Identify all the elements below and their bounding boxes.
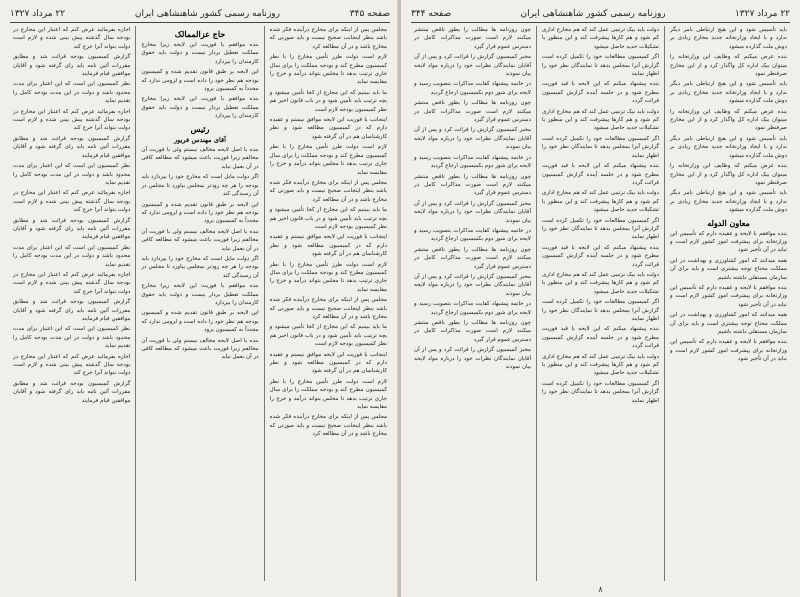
paragraph: بنده موافقم با لایحه و عقیده دارم که تأسیس این وزارتخانه برای پیشرفت امور کشور لازم است و نباید در آن تأخیر شود — [670, 230, 787, 254]
paragraph: گزارش کمیسیون بودجه قرائت شد و مطابق مقررات آئین نامه باید رای گرفته شود و آقایان موافقین قیام فرمایند — [13, 54, 131, 78]
paragraph: نظر کمیسیون این است که این اعتبار برای مدت محدود باشد و دولت در این مدت بودجه کامل را تقدیم نماید — [13, 244, 131, 268]
column-3 — [409, 26, 536, 581]
paragraph: گزارش کمیسیون بودجه قرائت شد و مطابق مقررات آئین نامه باید رای گرفته شود و آقایان موافقین قیام فرمایند — [13, 217, 131, 241]
paragraph: اینجانب با فوریت این لایحه موافق نیستم و عقیده دارم که در کمیسیون مطالعه شود و نظر کارشناسان هم در آن گرفته شود — [269, 351, 387, 375]
speaker-subheading: آقای مهندس فریور — [173, 135, 227, 144]
paragraph: در خاتمه پیشنهاد کفایت مذاکرات بتصویب رسید و لایحه برای شور دوم بکمیسیون ارجاع گردید — [414, 301, 531, 316]
paragraph: اجازه بفرمائید عرض کنم که اعتبار این مخارج در بودجه سال گذشته پیش بینی شده و لازم است دولت بتواند آنرا خرج کند — [13, 353, 131, 377]
column-2 — [135, 26, 263, 581]
column-1 — [664, 26, 792, 581]
column-2 — [536, 26, 664, 581]
paragraph: دولت باید بیک ترتیبی عمل کند که هم مخارج اداری کم شود و هم کارها پیشرفت کند و این منظور با تشکیلات جدید حاصل میشود — [542, 271, 659, 295]
paragraph: گزارش کمیسیون بودجه قرائت شد و مطابق مقررات آئین نامه باید رای گرفته شود و آقایان موافقین قیام فرمایند — [13, 299, 131, 322]
paragraph: اگر دولت مایل است که مخارج خود را بپردازد باید بودجه را هر چه زودتر بمجلس بیاورد تا مجلس در آن رسیدگی کند — [141, 174, 259, 198]
paragraph: بنده پیشنهاد میکنم که این لایحه با قید فوریت مطرح شود و در جلسه آینده گزارش کمیسیون قرائت گردد — [542, 326, 659, 350]
header-date: ۲۲ مرداد ۱۳۲۷ — [734, 9, 790, 19]
paragraph: لازم است دولت طرز تأمین مخارج را با نظر کمیسیون مطرح کند و بودجه مملکت را برای سال جاری ترتیب بدهد تا مجلس بتواند درآمد و خرج را مقایسه نماید — [269, 54, 387, 86]
paragraph: دولت باید بیک ترتیبی عمل کند که هم مخارج اداری کم شود و هم کارها پیشرفت کند و این منظور با تشکیلات جدید حاصل میشود — [542, 27, 659, 50]
paragraph: بنده با اصل لایحه مخالف نیستم ولی با فوریت آن مخالفم زیرا فوریت باعث میشود که مطالعه کافی در آن بعمل نیاید — [141, 147, 259, 170]
paragraph: همه میدانند که امور کشاورزی و بهداشت در این مملکت محتاج توجه بیشتری است و باید برای آن سازمان مستقلی داشته باشیم — [670, 312, 787, 335]
paragraph: نظر کمیسیون این است که این اعتبار برای مدت محدود باشد و دولت در این مدت بودجه کامل را تقدیم نماید — [13, 163, 131, 186]
paragraph: مخبر کمیسیون گزارش را قرائت کرد و پس از آن آقایان نمایندگان نظرات خود را درباره مواد لایحه بیان نمودند — [414, 127, 531, 151]
paragraph: گزارش کمیسیون بودجه قرائت شد و مطابق مقررات آئین نامه باید رای گرفته شود و آقایان موافقین قیام فرمایند — [13, 135, 131, 159]
speaker-heading: رئیس — [190, 123, 210, 134]
paragraph: مجلس پس از اینکه برای مخارج درآینده فکر شده باشد بنظر اینجانب صحیح نیست و باید صورتی که مخارج باشد و در آن مطالعه کرد — [269, 297, 387, 320]
column-1 — [264, 26, 392, 581]
paragraph: لازم است دولت طرز تأمین مخارج را با نظر کمیسیون مطرح کند و بودجه مملکت را برای سال جاری ترتیب بدهد تا مجلس بتواند درآمد و خرج را مقایسه نماید — [269, 378, 387, 411]
paragraph: مجلس پس از اینکه برای مخارج درآینده فکر شده باشد بنظر اینجانب صحیح نیست و باید صورتی که مخارج باشد و در آن مطالعه کرد — [269, 27, 387, 50]
paragraph: باید تأسیس شود و این هیچ ارتباطی بامر دیگر ندارد و با ایجاد وزارتخانه جدید مخارج زیادی بر دوش ملت گذارده میشود — [670, 190, 787, 214]
paragraph: مخبر کمیسیون گزارش را قرائت کرد و پس از آن آقایان نمایندگان نظرات خود را درباره مواد لایحه بیان نمودند — [414, 347, 531, 371]
paragraph: چون روزنامه ها مطالب را بطور ناقص منتشر میکنند لازم است صورت مذاکرات کامل در دسترس عموم قرار گیرد — [414, 27, 531, 50]
page-footer-number: ۸ — [598, 585, 603, 594]
paragraph: دولت باید بیک ترتیبی عمل کند که هم مخارج اداری کم شود و هم کارها پیشرفت کند و این منظور با تشکیلات جدید حاصل میشود — [542, 353, 659, 377]
paragraph: این لایحه بر طبق قانون تقدیم شده و کمیسیون بودجه هم نظر خود را داده است و لزومی ندارد که مجدداً به کمیسیون برود — [141, 69, 259, 93]
header-date: ۲۲ مرداد ۱۳۲۷ — [10, 9, 66, 19]
paragraph: اگر کمیسیون مطالعات خود را تکمیل کرده است گزارش آنرا بمجلس بدهد تا نمایندگان نظر خود را اظهار نمایند — [542, 380, 659, 404]
page-344 — [401, 0, 800, 597]
paragraph: بنده موافقم با فوریت این لایحه زیرا مخارج مملکت تعطیل بردار نیست و دولت باید حقوق کارمندان را بپردازد — [141, 42, 259, 65]
paragraph: مخبر کمیسیون گزارش را قرائت کرد و پس از آن آقایان نمایندگان نظرات خود را درباره مواد لایحه بیان نمودند — [414, 200, 531, 224]
paragraph: بنده موافقم با فوریت این لایحه زیرا مخارج مملکت تعطیل بردار نیست و دولت باید حقوق کارمندان را بپردازد — [141, 283, 259, 306]
header-title: روزنامه رسمی کشور شاهنشاهی ایران — [134, 9, 280, 19]
columns-left — [8, 26, 392, 581]
paragraph: بنده موافقم با لایحه و عقیده دارم که تأسیس این وزارتخانه برای پیشرفت امور کشور لازم است و نباید در آن تأخیر شود — [670, 339, 787, 363]
paragraph: در خاتمه پیشنهاد کفایت مذاکرات بتصویب رسید و لایحه برای شور دوم بکمیسیون ارجاع گردید — [414, 227, 531, 243]
paragraph: بنده عرض میکنم که وظایف این وزارتخانه را میتوان بیک اداره کل واگذار کرد و از این مخارج صرفنظر نمود — [670, 54, 787, 78]
paragraph: لازم است دولت طرز تأمین مخارج را با نظر کمیسیون مطرح کند و بودجه مملکت را برای سال جاری ترتیب بدهد تا مجلس بتواند درآمد و خرج را مقایسه نماید — [269, 261, 387, 293]
paragraph: همه میدانند که امور کشاورزی و بهداشت در این مملکت محتاج توجه بیشتری است و باید برای آن سازمان مستقلی داشته باشیم — [670, 257, 787, 281]
paragraph: در خاتمه پیشنهاد کفایت مذاکرات بتصویب رسید و لایحه برای شور دوم بکمیسیون ارجاع گردید — [414, 81, 531, 96]
paragraph: بنده موافقم با فوریت این لایحه زیرا مخارج مملکت تعطیل بردار نیست و دولت باید حقوق کارمندان را بپردازد — [141, 96, 259, 120]
paragraph: چون روزنامه ها مطالب را بطور ناقص منتشر میکنند لازم است صورت مذاکرات کامل در دسترس عموم قرار گیرد — [414, 320, 531, 343]
paragraph: اجازه بفرمائید عرض کنم که اعتبار این مخارج در بودجه سال گذشته پیش بینی شده و لازم است دولت بتواند آنرا خرج کند — [13, 27, 131, 50]
paragraph: ما باید ببینیم که این مخارج از کجا تأمین میشود و بچه ترتیب باید تأمین شود و در باب قانون اخیر هم نظر کمیسیون بودجه لازم است — [269, 324, 387, 348]
header-title: روزنامه رسمی کشور شاهنشاهی ایران — [520, 9, 666, 19]
paragraph: بنده عرض میکنم که وظایف این وزارتخانه را میتوان بیک اداره کل واگذار کرد و از این مخارج صرفنظر نمود — [670, 108, 787, 132]
paragraph: چون روزنامه ها مطالب را بطور ناقص منتشر میکنند لازم است صورت مذاکرات کامل در دسترس عموم قرار گیرد — [414, 100, 531, 124]
paragraph: اینجانب با فوریت این لایحه موافق نیستم و عقیده دارم که در کمیسیون مطالعه شود و نظر کارشناسان هم در آن گرفته شود — [269, 234, 387, 258]
paragraph: گزارش کمیسیون بودجه قرائت شد و مطابق مقررات آئین نامه باید رای گرفته شود و آقایان موافقین قیام فرمایند — [13, 380, 131, 404]
paragraph: مجلس پس از اینکه برای مخارج درآینده فکر شده باشد بنظر اینجانب صحیح نیست و باید صورتی که مخارج باشد و در آن مطالعه کرد — [269, 179, 387, 203]
columns-right — [409, 26, 792, 581]
paragraph: باید تأسیس شود و این هیچ ارتباطی بامر دیگر ندارد و با ایجاد وزارتخانه جدید مخارج زیادی بر دوش ملت گذارده میشود — [670, 81, 787, 105]
paragraph: مجلس پس از اینکه برای مخارج درآینده فکر شده باشد بنظر اینجانب صحیح نیست و باید صورتی که مخارج باشد و در آن مطالعه کرد — [269, 414, 387, 438]
paragraph: چون روزنامه ها مطالب را بطور ناقص منتشر میکنند لازم است صورت مذاکرات کامل در دسترس عموم قرار گیرد — [414, 246, 531, 270]
paragraph: لازم است دولت طرز تأمین مخارج را با نظر کمیسیون مطرح کند و بودجه مملکت را برای سال جاری ترتیب بدهد تا مجلس بتواند درآمد و خرج را مقایسه نماید — [269, 144, 387, 176]
paragraph: بنده عرض میکنم که وظایف این وزارتخانه را میتوان بیک اداره کل واگذار کرد و از این مخارج صرفنظر نمود — [670, 163, 787, 186]
paragraph: اجازه بفرمائید عرض کنم که اعتبار این مخارج در بودجه سال گذشته پیش بینی شده و لازم است دولت بتواند آنرا خرج کند — [13, 190, 131, 214]
paragraph: باید تأسیس شود و این هیچ ارتباطی بامر دیگر ندارد و با ایجاد وزارتخانه جدید مخارج زیادی بر دوش ملت گذارده میشود — [670, 27, 787, 50]
speaker-heading: معاون الدوله — [707, 217, 750, 228]
paragraph: دولت باید بیک ترتیبی عمل کند که هم مخارج اداری کم شود و هم کارها پیشرفت کند و این منظور با تشکیلات جدید حاصل میشود — [542, 190, 659, 214]
header-page-number: صفحه ۳۴۴ — [411, 9, 452, 19]
paragraph: بنده با اصل لایحه مخالف نیستم ولی با فوریت آن مخالفم زیرا فوریت باعث میشود که مطالعه کافی در آن بعمل نیاید — [141, 337, 259, 361]
paragraph: این لایحه بر طبق قانون تقدیم شده و کمیسیون بودجه هم نظر خود را داده است و لزومی ندارد که مجدداً به کمیسیون برود — [141, 310, 259, 334]
paragraph: بنده پیشنهاد میکنم که این لایحه با قید فوریت مطرح شود و در جلسه آینده گزارش کمیسیون قرائت گردد — [542, 244, 659, 268]
paragraph: اگر کمیسیون مطالعات خود را تکمیل کرده است گزارش آنرا بمجلس بدهد تا نمایندگان نظر خود را اظهار نمایند — [542, 135, 659, 159]
paragraph: نظر کمیسیون این است که این اعتبار برای مدت محدود باشد و دولت در این مدت بودجه کامل را تقدیم نماید — [13, 81, 131, 105]
paragraph: بنده موافقم با لایحه و عقیده دارم که تأسیس این وزارتخانه برای پیشرفت امور کشور لازم است و نباید در آن تأخیر شود — [670, 284, 787, 308]
paragraph: دولت باید بیک ترتیبی عمل کند که هم مخارج اداری کم شود و هم کارها پیشرفت کند و این منظور با تشکیلات جدید حاصل میشود — [542, 108, 659, 132]
page-header-right — [411, 6, 790, 23]
paragraph: بنده با اصل لایحه مخالف نیستم ولی با فوریت آن مخالفم زیرا فوریت باعث میشود که مطالعه کافی در آن بعمل نیاید — [141, 228, 259, 252]
paragraph: باید تأسیس شود و این هیچ ارتباطی بامر دیگر ندارد و با ایجاد وزارتخانه جدید مخارج زیادی بر دوش ملت گذارده میشود — [670, 135, 787, 159]
paragraph: چون روزنامه ها مطالب را بطور ناقص منتشر میکنند لازم است صورت مذاکرات کامل در دسترس عموم قرار گیرد — [414, 173, 531, 197]
paragraph: این لایحه بر طبق قانون تقدیم شده و کمیسیون بودجه هم نظر خود را داده است و لزومی ندارد که مجدداً به کمیسیون برود — [141, 201, 259, 225]
page-header-left — [10, 6, 390, 23]
paragraph: اگر کمیسیون مطالعات خود را تکمیل کرده است گزارش آنرا بمجلس بدهد تا نمایندگان نظر خود را اظهار نمایند — [542, 54, 659, 78]
paragraph: ما باید ببینیم که این مخارج از کجا تأمین میشود و بچه ترتیب باید تأمین شود و در باب قانون اخیر هم نظر کمیسیون بودجه لازم است — [269, 207, 387, 230]
paragraph: بنده پیشنهاد میکنم که این لایحه با قید فوریت مطرح شود و در جلسه آینده گزارش کمیسیون قرائت گردد — [542, 81, 659, 105]
paragraph: اینجانب با فوریت این لایحه موافق نیستم و عقیده دارم که در کمیسیون مطالعه شود و نظر کارشناسان هم در آن گرفته شود — [269, 117, 387, 140]
paragraph: مخبر کمیسیون گزارش را قرائت کرد و پس از آن آقایان نمایندگان نظرات خود را درباره مواد لایحه بیان نمودند — [414, 54, 531, 78]
paragraph: اگر دولت مایل است که مخارج خود را بپردازد باید بودجه را هر چه زودتر بمجلس بیاورد تا مجلس در آن رسیدگی کند — [141, 255, 259, 279]
paragraph: ما باید ببینیم که این مخارج از کجا تأمین میشود و بچه ترتیب باید تأمین شود و در باب قانون اخیر هم نظر کمیسیون بودجه لازم است — [269, 89, 387, 113]
paragraph: اجازه بفرمائید عرض کنم که اعتبار این مخارج در بودجه سال گذشته پیش بینی شده و لازم است دولت بتواند آنرا خرج کند — [13, 271, 131, 295]
paragraph: اگر کمیسیون مطالعات خود را تکمیل کرده است گزارش آنرا بمجلس بدهد تا نمایندگان نظر خود را اظهار نمایند — [542, 299, 659, 322]
paragraph: نظر کمیسیون این است که این اعتبار برای مدت محدود باشد و دولت در این مدت بودجه کامل را تقدیم نماید — [13, 326, 131, 350]
column-3 — [8, 26, 135, 581]
paragraph: مخبر کمیسیون گزارش را قرائت کرد و پس از آن آقایان نمایندگان نظرات خود را درباره مواد لایحه بیان نمودند — [414, 273, 531, 297]
speaker-heading: حاج عزالممالک — [174, 29, 226, 39]
paragraph: در خاتمه پیشنهاد کفایت مذاکرات بتصویب رسید و لایحه برای شور دوم بکمیسیون ارجاع گردید — [414, 154, 531, 170]
header-page-number: صفحه ۳۴۵ — [349, 9, 390, 19]
paragraph: اگر کمیسیون مطالعات خود را تکمیل کرده است گزارش آنرا بمجلس بدهد تا نمایندگان نظر خود را اظهار نمایند — [542, 217, 659, 241]
paragraph: اجازه بفرمائید عرض کنم که اعتبار این مخارج در بودجه سال گذشته پیش بینی شده و لازم است دولت بتواند آنرا خرج کند — [13, 108, 131, 132]
paragraph: بنده پیشنهاد میکنم که این لایحه با قید فوریت مطرح شود و در جلسه آینده گزارش کمیسیون قرائت گردد — [542, 163, 659, 186]
